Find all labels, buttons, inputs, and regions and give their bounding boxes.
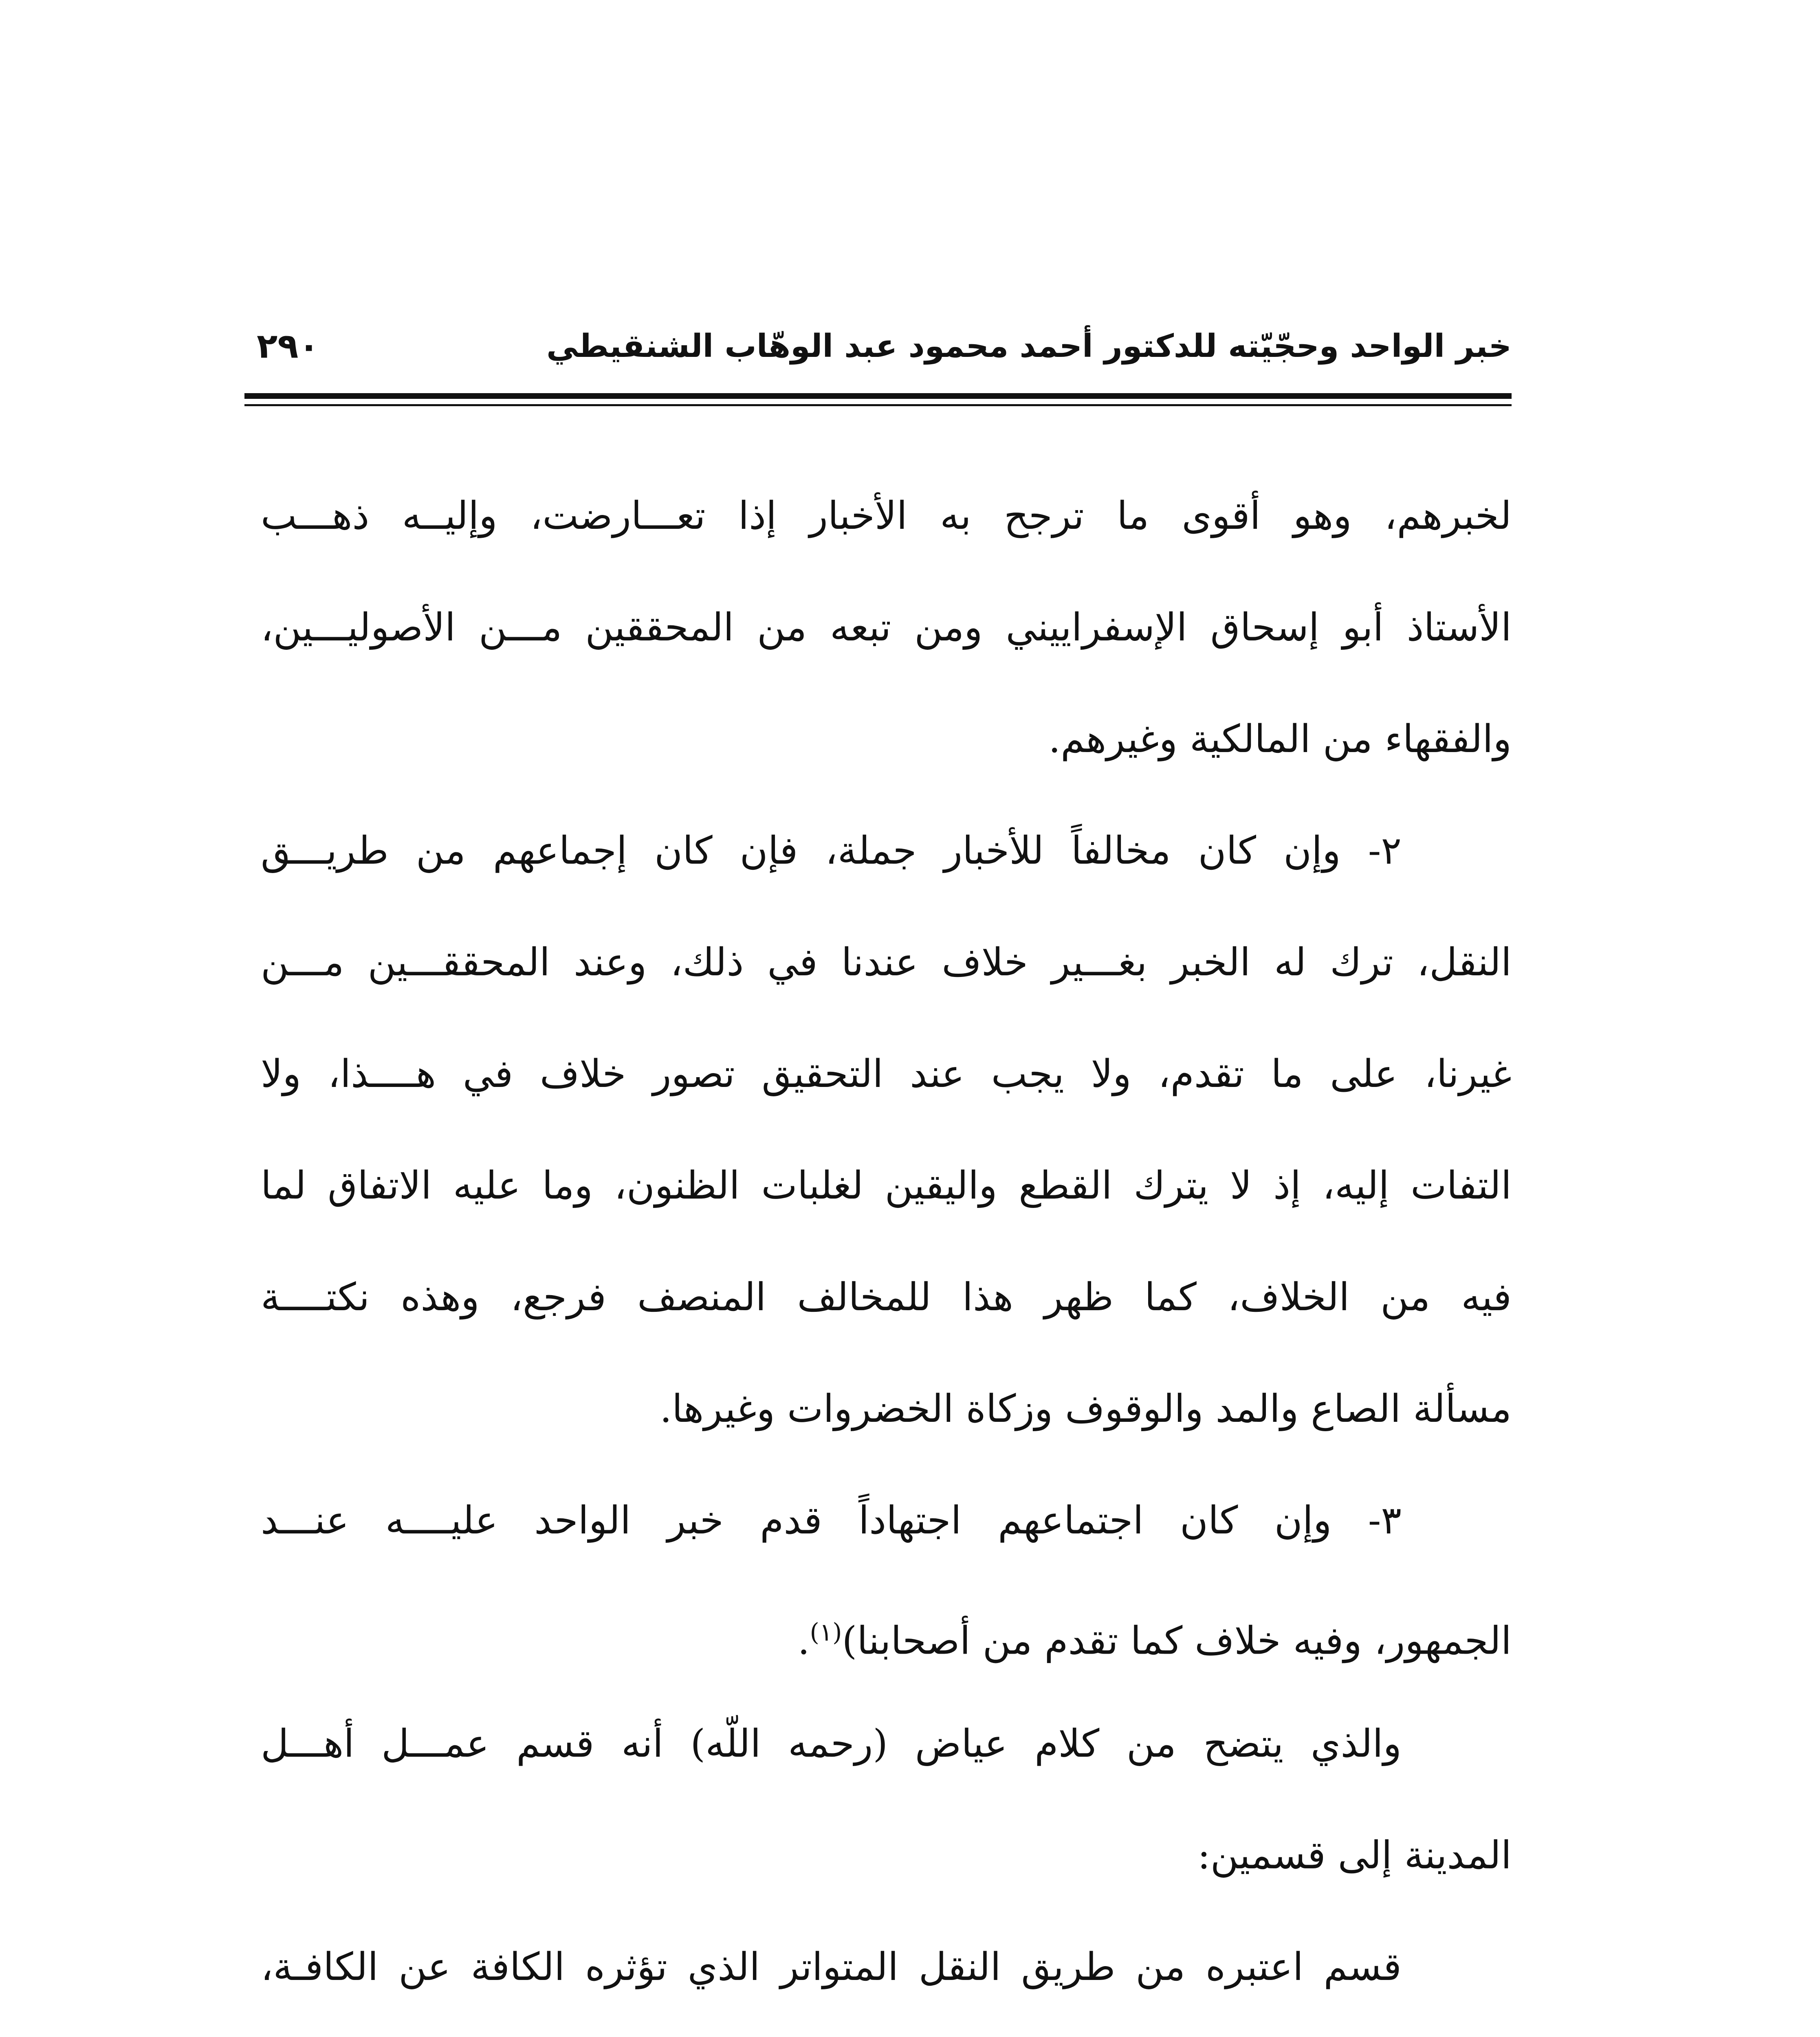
text-line: ٢- وإن كان مخالفاً للأخبار جملة، فإن كان إجماعهم من طريـــق <box>261 829 1402 873</box>
footnote-marker[interactable]: (١) <box>810 1618 842 1647</box>
text-line: لخبرهم، وهو أقوى ما ترجح به الأخبار إذا تعـــارضت، وإليــه ذهـــب <box>261 494 1512 538</box>
header-rule-thick <box>244 393 1512 399</box>
text-line: والذي يتضح من كلام عياض (رحمه اللّه) أنه قسم عمـــل أهـــل <box>261 1722 1402 1766</box>
text-line: النقل، ترك له الخبر بغـــير خلاف عندنا في ذلك، وعند المحققـــين مـــن <box>261 940 1512 985</box>
text-line: فيه من الخلاف، كما ظهر هذا للمخالف المنصف فرجع، وهذه نكتــــة <box>261 1275 1512 1320</box>
header-rule-thin <box>244 404 1512 406</box>
text-line: ٣- وإن كان اجتماعهم اجتهاداً قدم خبر الواحد عليــــه عنـــد <box>261 1498 1402 1543</box>
text-line: مسألة الصاع والمد والوقوف وزكاة الخضروات وغيرها. <box>660 1387 1512 1431</box>
text-line: والفقهاء من المالكية وغيرهم. <box>1048 717 1512 761</box>
text-line: التفات إليه، إذ لا يترك القطع واليقين لغلبات الظنون، وما عليه الاتفاق لما <box>261 1164 1512 1208</box>
text-line-with-footnote: الجمهور، وفيه خلاف كما تقدم من أصحابنا)$^{(١)}$. <box>797 1618 1512 1663</box>
page-number: ٢٩٠ <box>257 326 319 366</box>
running-header <box>257 322 1512 383</box>
text-line: المدينة إلى قسمين: <box>1197 1833 1512 1878</box>
body-text <box>261 460 1512 2037</box>
text-line <box>261 2023 1512 2037</box>
text-line: الجمهور، وفيه خلاف كما تقدم من أصحابنا) <box>842 1619 1512 1663</box>
text-line: غيرنا، على ما تقدم، ولا يجب عند التحقيق تصور خلاف في هــــذا، ولا <box>261 1052 1512 1096</box>
text-line: قسم اعتبره من طريق النقل المتواتر الذي تؤثره الكافة عن الكافـة، <box>261 1945 1402 1989</box>
header-title: خبر الواحد وحجّيّته للدكتور أحمد محمود عبد الوهّاب الشنقيطي <box>546 328 1512 365</box>
text-line: الأستاذ أبو إسحاق الإسفراييني ومن تبعه من المحققين مـــن الأصوليـــين، <box>261 605 1512 650</box>
